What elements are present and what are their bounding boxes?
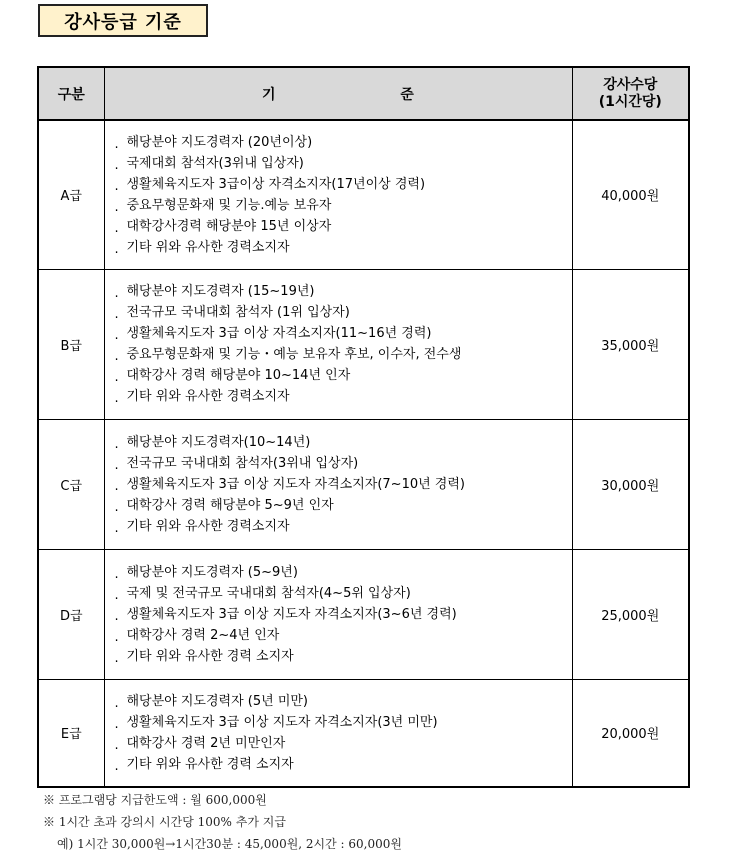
table-row — [38, 419, 689, 549]
criteria-list — [115, 132, 572, 258]
criteria-item: . 국제대회 참석자(3위내 입상자) — [115, 153, 572, 174]
table-row — [38, 679, 689, 787]
criteria-item: . 해당분야 지도경력자 (5~9년) — [115, 562, 572, 583]
note-overtime: ※ 1시간 초과 강의시 시간당 100% 추가 지급 — [43, 815, 286, 829]
criteria-item: . 해당분야 지도경력자 (15~19년) — [115, 281, 572, 302]
fee-cell: 30,000원 — [572, 419, 689, 549]
criteria-list — [115, 432, 572, 537]
footnotes — [43, 789, 402, 855]
criteria-item: . 대학강사 경력 2~4년 인자 — [115, 625, 572, 646]
criteria-item: . 생활체육지도자 3급 이상 지도자 자격소지자(3~6년 경력) — [115, 604, 572, 625]
table-row — [38, 269, 689, 419]
criteria-list — [115, 691, 572, 775]
criteria-cell — [104, 549, 572, 679]
criteria-item: . 생활체육지도자 3급 이상 지도자 자격소지자(3년 미만) — [115, 712, 572, 733]
header-fee-line1: 강사수당 — [603, 76, 658, 93]
criteria-item: . 생활체육지도자 3급 이상 자격소지자(11~16년 경력) — [115, 323, 572, 344]
header-grade: 구분 — [38, 67, 104, 120]
criteria-item: . 해당분야 지도경력자(10~14년) — [115, 432, 572, 453]
fee-cell: 25,000원 — [572, 549, 689, 679]
criteria-item: . 전국규모 국내대회 참석자 (1위 입상자) — [115, 302, 572, 323]
grade-cell: C급 — [38, 419, 104, 549]
table-body — [38, 120, 689, 787]
criteria-cell — [104, 120, 572, 269]
header-fee-line2: (1시간당) — [598, 93, 662, 110]
criteria-item: . 중요무형문화재 및 기능・예능 보유자 후보, 이수자, 전수생 — [115, 344, 572, 365]
fee-cell: 40,000원 — [572, 120, 689, 269]
criteria-item: . 기타 위와 유사한 경력소지자 — [115, 516, 572, 537]
fee-cell: 20,000원 — [572, 679, 689, 787]
criteria-list — [115, 562, 572, 667]
criteria-item: . 대학강사 경력 해당분야 10~14년 인자 — [115, 365, 572, 386]
note-monthly-limit: ※ 프로그램당 지급한도액 : 월 600,000원 — [43, 793, 267, 807]
criteria-cell — [104, 419, 572, 549]
table-header-row — [38, 67, 689, 120]
criteria-item: . 대학강사경력 해당분야 15년 이상자 — [115, 216, 572, 237]
grade-cell: D급 — [38, 549, 104, 679]
criteria-item: . 기타 위와 유사한 경력 소지자 — [115, 646, 572, 667]
header-criteria: 기 준 — [104, 67, 572, 120]
criteria-item: . 기타 위와 유사한 경력소지자 — [115, 237, 572, 258]
criteria-item: . 기타 위와 유사한 경력소지자 — [115, 386, 572, 407]
criteria-list — [115, 281, 572, 407]
grade-cell: B급 — [38, 269, 104, 419]
criteria-item: . 국제 및 전국규모 국내대회 참석자(4~5위 입상자) — [115, 583, 572, 604]
grade-cell: A급 — [38, 120, 104, 269]
criteria-item: . 대학강사 경력 해당분야 5~9년 인자 — [115, 495, 572, 516]
criteria-item: . 중요무형문화재 및 기능.예능 보유자 — [115, 195, 572, 216]
criteria-cell — [104, 679, 572, 787]
table-row — [38, 120, 689, 269]
note-example: 예) 1시간 30,000원→1시간30분 : 45,000원, 2시간 : 60,000원 — [57, 837, 402, 851]
fee-cell: 35,000원 — [572, 269, 689, 419]
grade-cell: E급 — [38, 679, 104, 787]
criteria-item: . 기타 위와 유사한 경력 소지자 — [115, 754, 572, 775]
criteria-item: . 해당분야 지도경력자 (20년이상) — [115, 132, 572, 153]
criteria-cell — [104, 269, 572, 419]
table-row — [38, 549, 689, 679]
criteria-item: . 생활체육지도자 3급 이상 지도자 자격소지자(7~10년 경력) — [115, 474, 572, 495]
grade-criteria-table — [37, 66, 690, 788]
criteria-item: . 생활체육지도자 3급이상 자격소지자(17년이상 경력) — [115, 174, 572, 195]
criteria-item: . 전국규모 국내대회 참석자(3위내 입상자) — [115, 453, 572, 474]
header-fee — [572, 67, 689, 120]
page-title: 강사등급 기준 — [38, 4, 208, 37]
criteria-item: . 대학강사 경력 2년 미만인자 — [115, 733, 572, 754]
criteria-item: . 해당분야 지도경력자 (5년 미만) — [115, 691, 572, 712]
